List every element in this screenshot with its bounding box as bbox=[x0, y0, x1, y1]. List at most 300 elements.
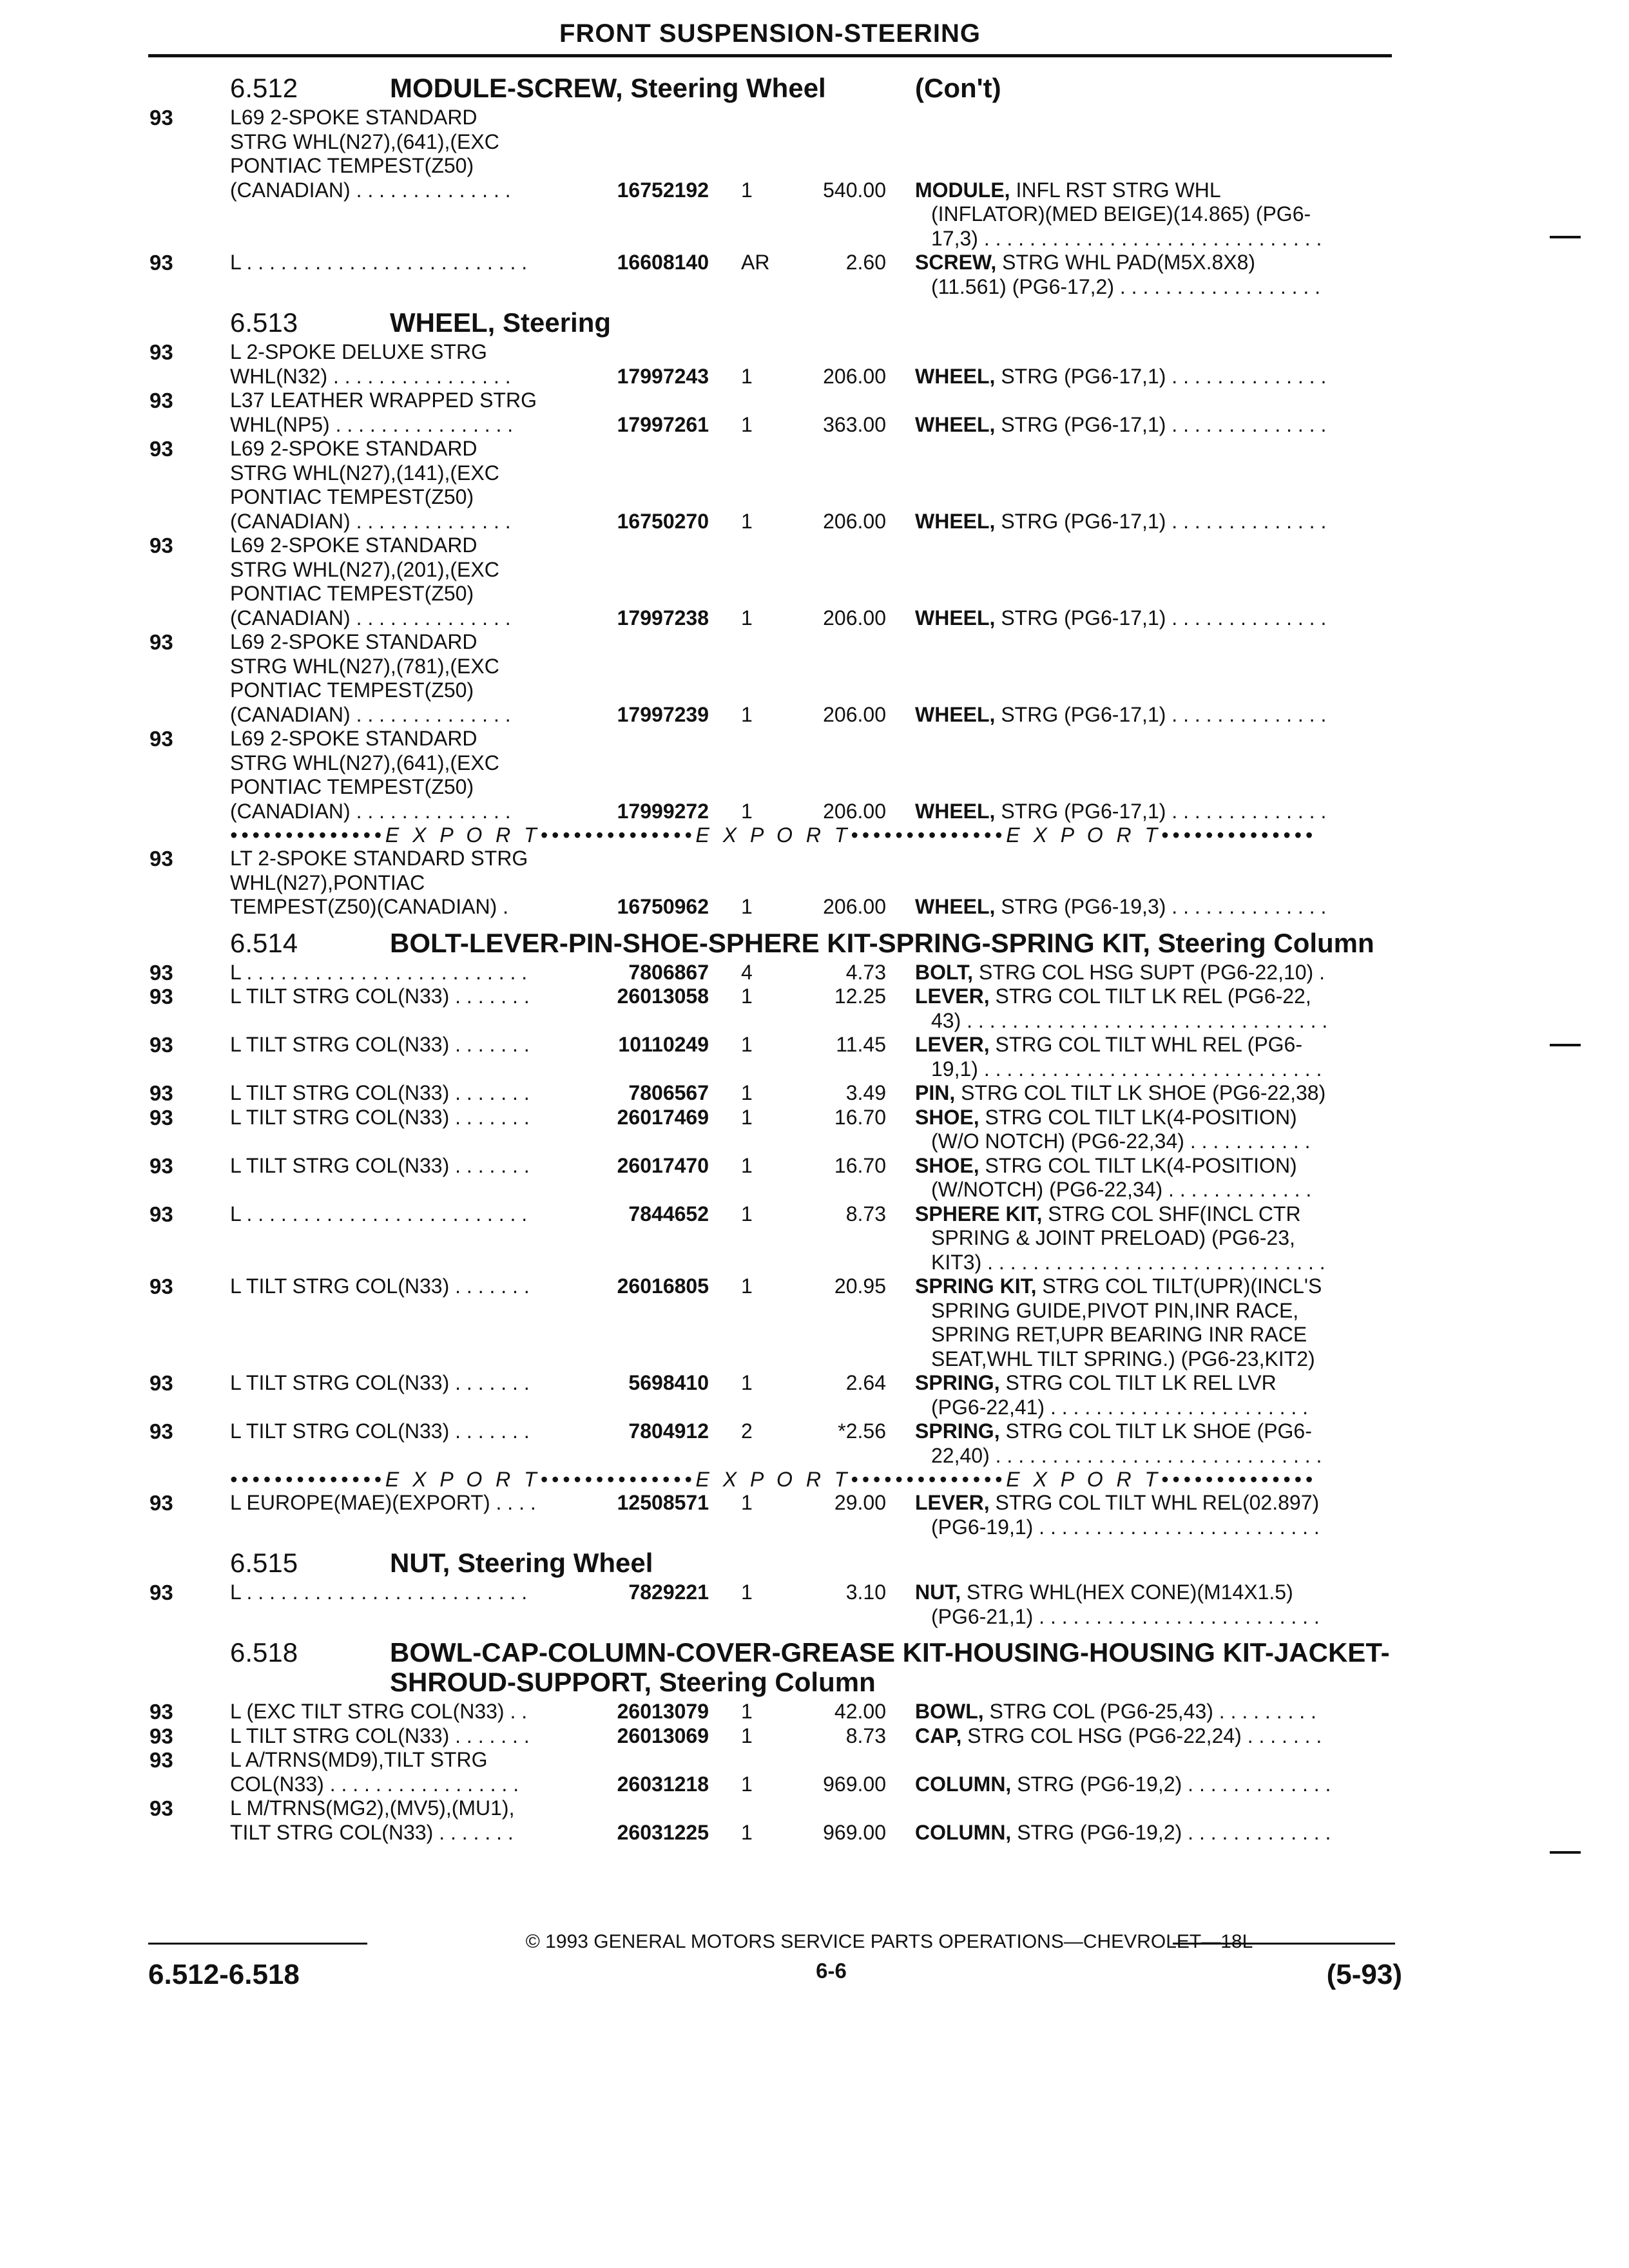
model-year: 93 bbox=[149, 1274, 173, 1298]
part-number: 5698410 bbox=[628, 1371, 709, 1394]
section-title: NUT, Steering Wheel bbox=[390, 1548, 653, 1578]
section-header bbox=[0, 1631, 1629, 1697]
part-name-text: STRG COL TILT LK REL (PG6-22, bbox=[995, 985, 1311, 1008]
application-line: L EUROPE(MAE)(EXPORT) . . . . bbox=[230, 1491, 536, 1514]
quantity: 1 bbox=[741, 1820, 753, 1844]
part-noun: BOWL, bbox=[915, 1700, 984, 1723]
part-number: 7806567 bbox=[628, 1081, 709, 1104]
application-line: L TILT STRG COL(N33) . . . . . . . bbox=[230, 1033, 530, 1056]
part-noun: LEVER, bbox=[915, 985, 990, 1008]
application-line: L . . . . . . . . . . . . . . . . . . . . . . . . . bbox=[230, 251, 528, 274]
margin-mark bbox=[1550, 1851, 1581, 1854]
part-application bbox=[230, 1202, 605, 1227]
part-name-line bbox=[915, 251, 1392, 275]
model-year: 93 bbox=[149, 1748, 173, 1772]
part-name-text: STRG (PG6-19,2) . . . . . . . . . . . . . bbox=[1017, 1820, 1331, 1844]
part-row bbox=[0, 961, 1629, 985]
part-application bbox=[230, 1491, 605, 1515]
part-name-text: (11.561) (PG6-17,2) . . . . . . . . . . . . . . . . . . bbox=[931, 274, 1321, 298]
part-name bbox=[915, 510, 1392, 534]
application-line: L TILT STRG COL(N33) . . . . . . . bbox=[230, 1371, 530, 1394]
section-number: 6.512 bbox=[230, 73, 298, 103]
application-line: L . . . . . . . . . . . . . . . . . . . . . . . . . bbox=[230, 960, 528, 984]
part-name-text: SEAT,WHL TILT SPRING.) (PG6-23,KIT2) bbox=[931, 1347, 1315, 1370]
section-header bbox=[0, 302, 1629, 338]
part-name-text: 17,3) . . . . . . . . . . . . . . . . . . . . . . . . . . . . . . bbox=[931, 226, 1322, 250]
model-year: 93 bbox=[149, 1700, 173, 1724]
quantity: 2 bbox=[741, 1419, 753, 1443]
part-name-line bbox=[915, 1226, 1392, 1251]
part-name-text: STRG (PG6-17,1) . . . . . . . . . . . . . . bbox=[1001, 606, 1327, 629]
part-row bbox=[0, 1491, 1629, 1539]
quantity: 1 bbox=[741, 1724, 753, 1747]
quantity: 1 bbox=[741, 1105, 753, 1129]
model-year: 93 bbox=[149, 340, 173, 364]
part-row bbox=[0, 985, 1629, 1033]
part-name-line bbox=[915, 1178, 1392, 1202]
part-name-text: (PG6-22,41) . . . . . . . . . . . . . . . . . . . . . . . bbox=[931, 1395, 1309, 1419]
part-row bbox=[0, 1081, 1629, 1106]
part-name-text: STRG (PG6-17,1) . . . . . . . . . . . . . . bbox=[1001, 412, 1327, 436]
part-row bbox=[0, 340, 1629, 389]
part-name-text: STRG COL TILT(UPR)(INCL'S bbox=[1042, 1274, 1322, 1298]
divider-dots: •••••••••••••• bbox=[230, 1468, 385, 1491]
section-header bbox=[0, 922, 1629, 958]
part-noun: SPRING, bbox=[915, 1419, 1000, 1443]
part-row bbox=[0, 1419, 1629, 1468]
export-label: E X P O R T bbox=[695, 1468, 851, 1491]
part-name-text: STRG COL HSG SUPT (PG6-22,10) . bbox=[978, 960, 1325, 984]
section-range: 6.512-6.518 bbox=[148, 1959, 300, 1990]
list-price: 206.00 bbox=[823, 509, 886, 533]
part-noun: SPRING, bbox=[915, 1371, 1000, 1394]
part-noun: SPRING KIT, bbox=[915, 1274, 1037, 1298]
divider-dots: •••••••••••••• bbox=[851, 823, 1007, 847]
part-name-line bbox=[915, 1106, 1392, 1130]
part-noun: WHEEL, bbox=[915, 364, 996, 388]
part-number: 7844652 bbox=[628, 1202, 709, 1225]
application-line: TEMPEST(Z50)(CANADIAN) . bbox=[230, 895, 509, 918]
divider-dots: •••••••••••••• bbox=[1161, 823, 1316, 847]
part-name-text: STRG WHL(HEX CONE)(M14X1.5) bbox=[967, 1581, 1293, 1604]
part-application bbox=[230, 437, 605, 533]
part-name bbox=[915, 1081, 1392, 1106]
part-name bbox=[915, 1154, 1392, 1202]
part-number: 26013069 bbox=[617, 1724, 709, 1747]
model-year: 93 bbox=[149, 106, 173, 130]
part-name-text: KIT3) . . . . . . . . . . . . . . . . . . . . . . . . . . . . . . bbox=[931, 1250, 1325, 1274]
part-name-line bbox=[915, 1773, 1392, 1797]
part-name-line bbox=[915, 1419, 1392, 1444]
part-name-text: STRG COL TILT LK REL LVR bbox=[1005, 1371, 1277, 1394]
quantity: 1 bbox=[741, 1772, 753, 1796]
part-number: 16750962 bbox=[617, 895, 709, 918]
part-number: 26017470 bbox=[617, 1153, 709, 1177]
part-name bbox=[915, 1700, 1392, 1724]
part-name-text: STRG (PG6-17,1) . . . . . . . . . . . . . . bbox=[1001, 799, 1327, 823]
part-name bbox=[915, 800, 1392, 824]
part-row bbox=[0, 437, 1629, 533]
list-price: 363.00 bbox=[823, 412, 886, 436]
divider-dots: •••••••••••••• bbox=[1161, 1468, 1316, 1491]
model-year: 93 bbox=[149, 533, 173, 557]
section-header bbox=[0, 67, 1629, 103]
part-name bbox=[915, 961, 1392, 985]
part-application bbox=[230, 1081, 605, 1106]
part-application bbox=[230, 727, 605, 823]
part-noun: WHEEL, bbox=[915, 799, 996, 823]
part-noun: MODULE, bbox=[915, 178, 1010, 202]
section-number: 6.518 bbox=[230, 1637, 298, 1667]
part-application bbox=[230, 340, 605, 389]
model-year: 93 bbox=[149, 1419, 173, 1443]
list-price: 206.00 bbox=[823, 799, 886, 823]
export-label: E X P O R T bbox=[695, 823, 851, 847]
model-year: 93 bbox=[149, 1724, 173, 1748]
catalog-section bbox=[0, 67, 1629, 299]
quantity: 1 bbox=[741, 1581, 753, 1604]
part-number: 17997239 bbox=[617, 702, 709, 726]
copyright-notice: © 1993 GENERAL MOTORS SERVICE PARTS OPERATIONS—CHEVROLET—18L bbox=[525, 1931, 1253, 1952]
part-noun: SHOE, bbox=[915, 1105, 979, 1129]
part-noun: CAP, bbox=[915, 1724, 962, 1747]
part-application bbox=[230, 1581, 605, 1605]
part-noun: WHEEL, bbox=[915, 895, 996, 918]
divider-dots: •••••••••••••• bbox=[540, 823, 696, 847]
section-number: 6.513 bbox=[230, 307, 298, 338]
part-row bbox=[0, 389, 1629, 437]
part-name-text: STRG COL TILT LK SHOE (PG6- bbox=[1005, 1419, 1312, 1443]
part-name-line bbox=[915, 227, 1392, 251]
application-line: (CANADIAN) . . . . . . . . . . . . . . bbox=[230, 178, 511, 202]
part-name bbox=[915, 1274, 1392, 1371]
part-name-text: STRG COL TILT WHL REL(02.897) bbox=[995, 1491, 1320, 1514]
application-line: L TILT STRG COL(N33) . . . . . . . bbox=[230, 1081, 530, 1104]
part-name-text: INFL RST STRG WHL bbox=[1016, 178, 1221, 202]
part-number: 26017469 bbox=[617, 1105, 709, 1129]
part-application bbox=[230, 533, 605, 630]
part-application bbox=[230, 1700, 605, 1724]
part-application bbox=[230, 1724, 605, 1749]
part-name bbox=[915, 251, 1392, 299]
part-number: 17999272 bbox=[617, 799, 709, 823]
part-noun: WHEEL, bbox=[915, 702, 996, 726]
part-number: 12508571 bbox=[617, 1491, 709, 1514]
part-name-line bbox=[915, 1033, 1392, 1057]
list-price: 11.45 bbox=[836, 1033, 886, 1056]
part-application bbox=[230, 1154, 605, 1178]
part-name-line bbox=[915, 961, 1392, 985]
part-noun: COLUMN, bbox=[915, 1820, 1012, 1844]
part-name-line bbox=[915, 1371, 1392, 1396]
part-name-line bbox=[915, 1323, 1392, 1347]
revision-date: (5-93) bbox=[1326, 1959, 1402, 1990]
part-row bbox=[0, 1796, 1629, 1845]
part-name-line bbox=[915, 1009, 1392, 1033]
model-year: 93 bbox=[149, 960, 173, 985]
application-line: L TILT STRG COL(N33) . . . . . . . bbox=[230, 1105, 530, 1129]
export-label: E X P O R T bbox=[385, 823, 541, 847]
section-title: MODULE-SCREW, Steering Wheel bbox=[390, 73, 826, 103]
part-application bbox=[230, 1033, 605, 1057]
quantity: 1 bbox=[741, 985, 753, 1008]
list-price: 16.70 bbox=[834, 1153, 886, 1177]
section-title: WHEEL, Steering bbox=[390, 307, 612, 338]
application-line: L TILT STRG COL(N33) . . . . . . . bbox=[230, 1153, 530, 1177]
part-name bbox=[915, 1033, 1392, 1081]
part-name-text: (INFLATOR)(MED BEIGE)(14.865) (PG6- bbox=[931, 202, 1311, 226]
part-name-text: STRG COL TILT LK(4-POSITION) bbox=[985, 1105, 1297, 1129]
list-price: 206.00 bbox=[823, 364, 886, 388]
part-name-line bbox=[915, 1251, 1392, 1275]
part-row bbox=[0, 251, 1629, 299]
application-line: PONTIAC TEMPEST(Z50) bbox=[230, 485, 474, 508]
part-name-line bbox=[915, 275, 1392, 300]
export-label: E X P O R T bbox=[385, 1468, 541, 1491]
part-noun: LEVER, bbox=[915, 1033, 990, 1056]
part-row bbox=[0, 1033, 1629, 1081]
catalog-section bbox=[0, 302, 1629, 919]
part-application bbox=[230, 847, 605, 919]
list-price: 206.00 bbox=[823, 606, 886, 629]
part-noun: COLUMN, bbox=[915, 1772, 1012, 1796]
part-name-text: STRG (PG6-19,3) . . . . . . . . . . . . . . bbox=[1001, 895, 1327, 918]
part-row bbox=[0, 1724, 1629, 1749]
list-price: 8.73 bbox=[845, 1202, 886, 1225]
application-line: STRG WHL(N27),(641),(EXC bbox=[230, 130, 499, 153]
part-row bbox=[0, 1106, 1629, 1154]
list-price: 540.00 bbox=[823, 178, 886, 202]
model-year: 93 bbox=[149, 1491, 173, 1515]
part-name-line bbox=[915, 1081, 1392, 1106]
application-line: WHL(N32) . . . . . . . . . . . . . . . . bbox=[230, 364, 511, 388]
part-number: 16752192 bbox=[617, 178, 709, 202]
part-noun: PIN, bbox=[915, 1081, 956, 1104]
part-name bbox=[915, 985, 1392, 1033]
list-price: *2.56 bbox=[838, 1419, 886, 1443]
part-number: 26031225 bbox=[617, 1820, 709, 1844]
part-name-text: 19,1) . . . . . . . . . . . . . . . . . . . . . . . . . . . . . . bbox=[931, 1057, 1322, 1081]
part-name-text: 43) . . . . . . . . . . . . . . . . . . . . . . . . . . . . . . . . bbox=[931, 1008, 1328, 1032]
part-name-line bbox=[915, 1444, 1392, 1468]
catalog-section bbox=[0, 922, 1629, 1540]
quantity: 1 bbox=[741, 178, 753, 202]
part-name-line bbox=[915, 1491, 1392, 1515]
part-name-line bbox=[915, 606, 1392, 631]
part-name-line bbox=[915, 1821, 1392, 1845]
part-row bbox=[0, 1581, 1629, 1629]
application-line: L . . . . . . . . . . . . . . . . . . . . . . . . . bbox=[230, 1202, 528, 1225]
part-row bbox=[0, 1154, 1629, 1202]
part-number: 7829221 bbox=[628, 1581, 709, 1604]
application-line: PONTIAC TEMPEST(Z50) bbox=[230, 775, 474, 798]
part-application bbox=[230, 1419, 605, 1444]
part-name-text: SPRING & JOINT PRELOAD) (PG6-23, bbox=[931, 1226, 1295, 1249]
part-name-text: STRG (PG6-17,1) . . . . . . . . . . . . . . bbox=[1001, 702, 1327, 726]
quantity: 1 bbox=[741, 1202, 753, 1225]
part-name-line bbox=[915, 985, 1392, 1009]
quantity: 1 bbox=[741, 1033, 753, 1056]
part-name-line bbox=[915, 1396, 1392, 1420]
part-name-text: STRG COL TILT WHL REL (PG6- bbox=[995, 1033, 1302, 1056]
part-name-line bbox=[915, 365, 1392, 389]
part-name-line bbox=[915, 1057, 1392, 1082]
part-name-text: 22,40) . . . . . . . . . . . . . . . . . . . . . . . . . . . . . bbox=[931, 1443, 1322, 1467]
application-line: (CANADIAN) . . . . . . . . . . . . . . bbox=[230, 799, 511, 823]
application-line: L (EXC TILT STRG COL(N33) . . bbox=[230, 1700, 528, 1723]
catalog-section bbox=[0, 1631, 1629, 1845]
part-noun: SCREW, bbox=[915, 251, 997, 274]
quantity: 1 bbox=[741, 509, 753, 533]
model-year: 93 bbox=[149, 727, 173, 751]
part-name-line bbox=[915, 1129, 1392, 1154]
part-noun: LEVER, bbox=[915, 1491, 990, 1514]
quantity: 1 bbox=[741, 895, 753, 918]
part-row bbox=[0, 106, 1629, 251]
application-line: L37 LEATHER WRAPPED STRG bbox=[230, 389, 537, 412]
model-year: 93 bbox=[149, 437, 173, 461]
part-application bbox=[230, 1748, 605, 1796]
part-name-text: (W/NOTCH) (PG6-22,34) . . . . . . . . . . . . . bbox=[931, 1178, 1312, 1201]
model-year: 93 bbox=[149, 251, 173, 274]
model-year: 93 bbox=[149, 1581, 173, 1604]
application-line: STRG WHL(N27),(641),(EXC bbox=[230, 751, 499, 774]
list-price: 16.70 bbox=[834, 1105, 886, 1129]
list-price: 4.73 bbox=[845, 960, 886, 984]
part-name-line bbox=[915, 178, 1392, 203]
part-name bbox=[915, 1491, 1392, 1539]
part-name bbox=[915, 1106, 1392, 1154]
quantity: 1 bbox=[741, 799, 753, 823]
quantity: 1 bbox=[741, 412, 753, 436]
application-line: L TILT STRG COL(N33) . . . . . . . bbox=[230, 1724, 530, 1747]
export-label: E X P O R T bbox=[1006, 823, 1162, 847]
part-name-text: STRG COL TILT LK(4-POSITION) bbox=[985, 1153, 1297, 1177]
export-label: E X P O R T bbox=[1006, 1468, 1162, 1491]
part-row bbox=[0, 1202, 1629, 1275]
part-name-text: STRG (PG6-17,1) . . . . . . . . . . . . . . bbox=[1001, 509, 1327, 533]
part-number: 26031218 bbox=[617, 1772, 709, 1796]
margin-mark bbox=[1550, 1044, 1581, 1046]
part-application bbox=[230, 1274, 605, 1299]
model-year: 93 bbox=[149, 1202, 173, 1226]
part-row bbox=[0, 630, 1629, 727]
catalog-section bbox=[0, 1542, 1629, 1629]
part-application bbox=[230, 1371, 605, 1396]
model-year: 93 bbox=[149, 1153, 173, 1178]
part-name-text: STRG (PG6-17,1) . . . . . . . . . . . . . . bbox=[1001, 364, 1327, 388]
application-line: TILT STRG COL(N33) . . . . . . . bbox=[230, 1820, 514, 1844]
section-header bbox=[0, 1542, 1629, 1578]
part-name-text: SPRING GUIDE,PIVOT PIN,INR RACE, bbox=[931, 1298, 1299, 1322]
application-line: STRG WHL(N27),(141),(EXC bbox=[230, 461, 499, 485]
part-name-line bbox=[915, 800, 1392, 824]
application-line: PONTIAC TEMPEST(Z50) bbox=[230, 154, 474, 177]
part-name-line bbox=[915, 202, 1392, 227]
application-line: L69 2-SPOKE STANDARD bbox=[230, 727, 477, 750]
quantity: 4 bbox=[741, 960, 753, 984]
part-row bbox=[0, 1700, 1629, 1724]
model-year: 93 bbox=[149, 1371, 173, 1395]
export-divider bbox=[230, 1468, 1393, 1491]
part-application bbox=[230, 985, 605, 1009]
part-row bbox=[0, 1748, 1629, 1796]
part-name-line bbox=[915, 1581, 1392, 1605]
quantity: 1 bbox=[741, 1700, 753, 1723]
part-name bbox=[915, 895, 1392, 919]
header-rule bbox=[148, 54, 1392, 57]
export-divider bbox=[230, 823, 1393, 847]
divider-dots: •••••••••••••• bbox=[851, 1468, 1007, 1491]
quantity: 1 bbox=[741, 606, 753, 629]
part-noun: WHEEL, bbox=[915, 412, 996, 436]
part-number: 26013079 bbox=[617, 1700, 709, 1723]
list-price: 8.73 bbox=[845, 1724, 886, 1747]
application-line: L A/TRNS(MD9),TILT STRG bbox=[230, 1748, 488, 1771]
part-number: 26016805 bbox=[617, 1274, 709, 1298]
list-price: 3.49 bbox=[845, 1081, 886, 1104]
quantity: AR bbox=[741, 251, 770, 274]
part-application bbox=[230, 630, 605, 727]
application-line: (CANADIAN) . . . . . . . . . . . . . . bbox=[230, 509, 511, 533]
model-year: 93 bbox=[149, 389, 173, 412]
part-application bbox=[230, 1106, 605, 1130]
part-noun: WHEEL, bbox=[915, 509, 996, 533]
quantity: 1 bbox=[741, 364, 753, 388]
list-price: 969.00 bbox=[823, 1772, 886, 1796]
part-name bbox=[915, 365, 1392, 389]
application-line: (CANADIAN) . . . . . . . . . . . . . . bbox=[230, 606, 511, 629]
part-number: 17997243 bbox=[617, 364, 709, 388]
part-row bbox=[0, 1274, 1629, 1371]
part-name bbox=[915, 1419, 1392, 1468]
part-noun: NUT, bbox=[915, 1581, 961, 1604]
part-number: 17997261 bbox=[617, 412, 709, 436]
part-name-line bbox=[915, 510, 1392, 534]
part-name-line bbox=[915, 1724, 1392, 1749]
part-name-text: STRG COL (PG6-25,43) . . . . . . . . . bbox=[989, 1700, 1316, 1723]
part-name bbox=[915, 1581, 1392, 1629]
part-application bbox=[230, 251, 605, 275]
part-noun: SPHERE KIT, bbox=[915, 1202, 1043, 1225]
quantity: 1 bbox=[741, 1274, 753, 1298]
section-title: BOWL-CAP-COLUMN-COVER-GREASE KIT-HOUSING-HOUSING KIT-JACKET-SHROUD-SUPPORT, Steering Column bbox=[390, 1637, 1390, 1697]
part-name-line bbox=[915, 895, 1392, 919]
application-line: L M/TRNS(MG2),(MV5),(MU1), bbox=[230, 1796, 515, 1820]
list-price: 2.60 bbox=[845, 251, 886, 274]
part-application bbox=[230, 961, 605, 985]
part-name bbox=[915, 1724, 1392, 1749]
divider-dots: •••••••••••••• bbox=[230, 823, 385, 847]
model-year: 93 bbox=[149, 1033, 173, 1057]
section-number: 6.514 bbox=[230, 927, 298, 958]
application-line: WHL(N27),PONTIAC bbox=[230, 870, 425, 894]
application-line: STRG WHL(N27),(781),(EXC bbox=[230, 654, 499, 678]
list-price: 206.00 bbox=[823, 895, 886, 918]
application-line: COL(N33) . . . . . . . . . . . . . . . . . bbox=[230, 1772, 519, 1796]
part-number: 7804912 bbox=[628, 1419, 709, 1443]
part-name-text: STRG COL TILT LK SHOE (PG6-22,38) bbox=[961, 1081, 1326, 1104]
part-name-line bbox=[915, 1299, 1392, 1323]
part-name-line bbox=[915, 1700, 1392, 1724]
part-name-text: (PG6-19,1) . . . . . . . . . . . . . . . . . . . . . . . . . bbox=[931, 1515, 1320, 1539]
part-name-line bbox=[915, 1154, 1392, 1178]
part-name bbox=[915, 413, 1392, 437]
part-name-line bbox=[915, 413, 1392, 437]
part-name bbox=[915, 606, 1392, 631]
part-name bbox=[915, 1821, 1392, 1845]
part-name-line bbox=[915, 1202, 1392, 1227]
